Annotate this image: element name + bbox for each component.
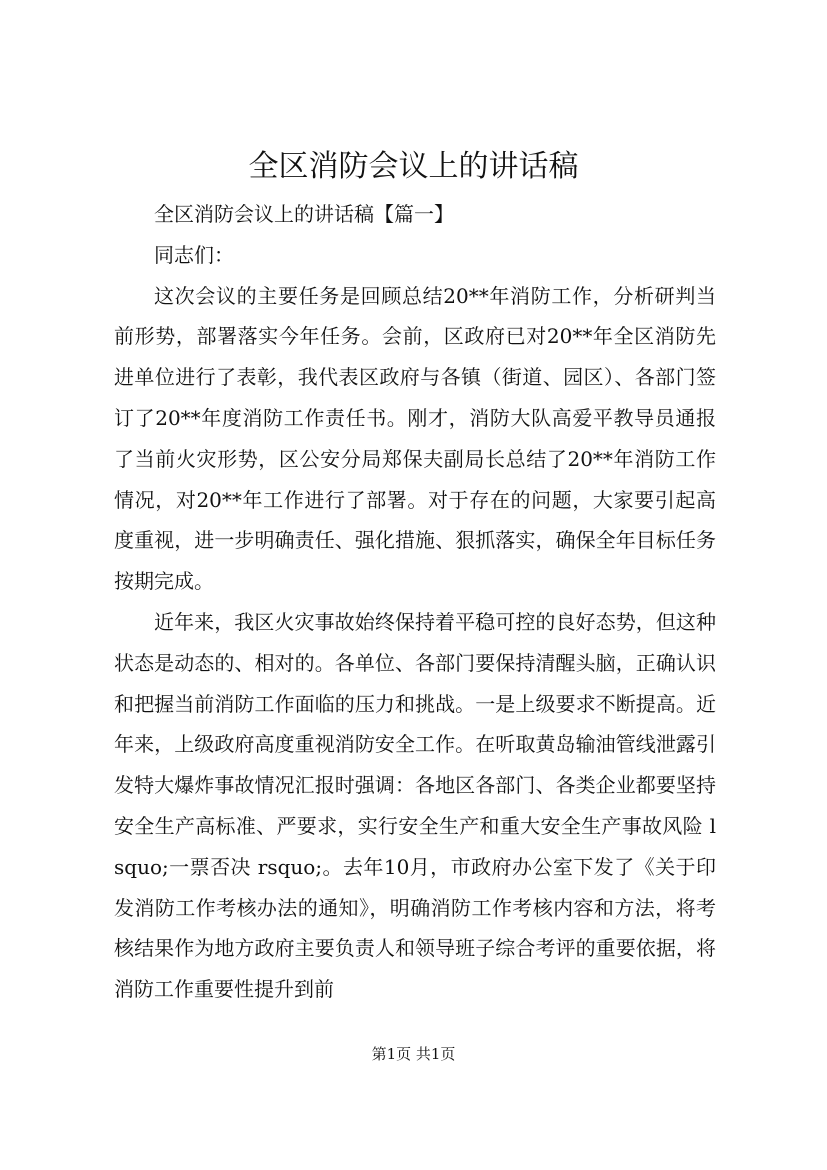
- paragraph-1: 这次会议的主要任务是回顾总结20**年消防工作，分析研判当前形势，部署落实今年任务。会前，区政府已对20**年全区消防先进单位进行了表彰，我代表区政府与各镇（街道、园区）、各部门签订了20**年度消防工作责任书。刚才，消防大队高爱平教导员通报了当前火灾形势，区公安分局郑保夫副局长总结了20**年消防工作情况，对20**年工作进行了部署。对于存在的问题，大家要引起高度重视，进一步明确责任、强化措施、狠抓落实，确保全年目标任务按期完成。: [114, 283, 716, 594]
- document-body: [114, 194, 716, 1010]
- section-heading: 全区消防会议上的讲话稿【篇一】: [154, 202, 454, 226]
- paragraph-2: 近年来，我区火灾事故始终保持着平稳可控的良好态势，但这种状态是动态的、相对的。各单位、各部门要保持清醒头脑，正确认识和把握当前消防工作面临的压力和挑战。一是上级要求不断提高。近年来，上级政府高度重视消防安全工作。在听取黄岛输油管线泄露引发特大爆炸事故情况汇报时强调：各地区各部门、各类企业都要坚持安全生产高标准、严要求，实行安全生产和重大安全生产事故风险 lsquo;一票否决 rsquo;。去年10月，市政府办公室下发了《关于印发消防工作考核办法的通知》，明确消防工作考核内容和方法，将考核结果作为地方政府主要负责人和领导班子综合考评的重要依据，将消防工作重要性提升到前: [114, 609, 716, 1002]
- page-footer: 第1页 共1页: [371, 1045, 456, 1063]
- document-title: 全区消防会议上的讲话稿: [248, 149, 579, 184]
- salutation: 同志们：: [154, 242, 234, 267]
